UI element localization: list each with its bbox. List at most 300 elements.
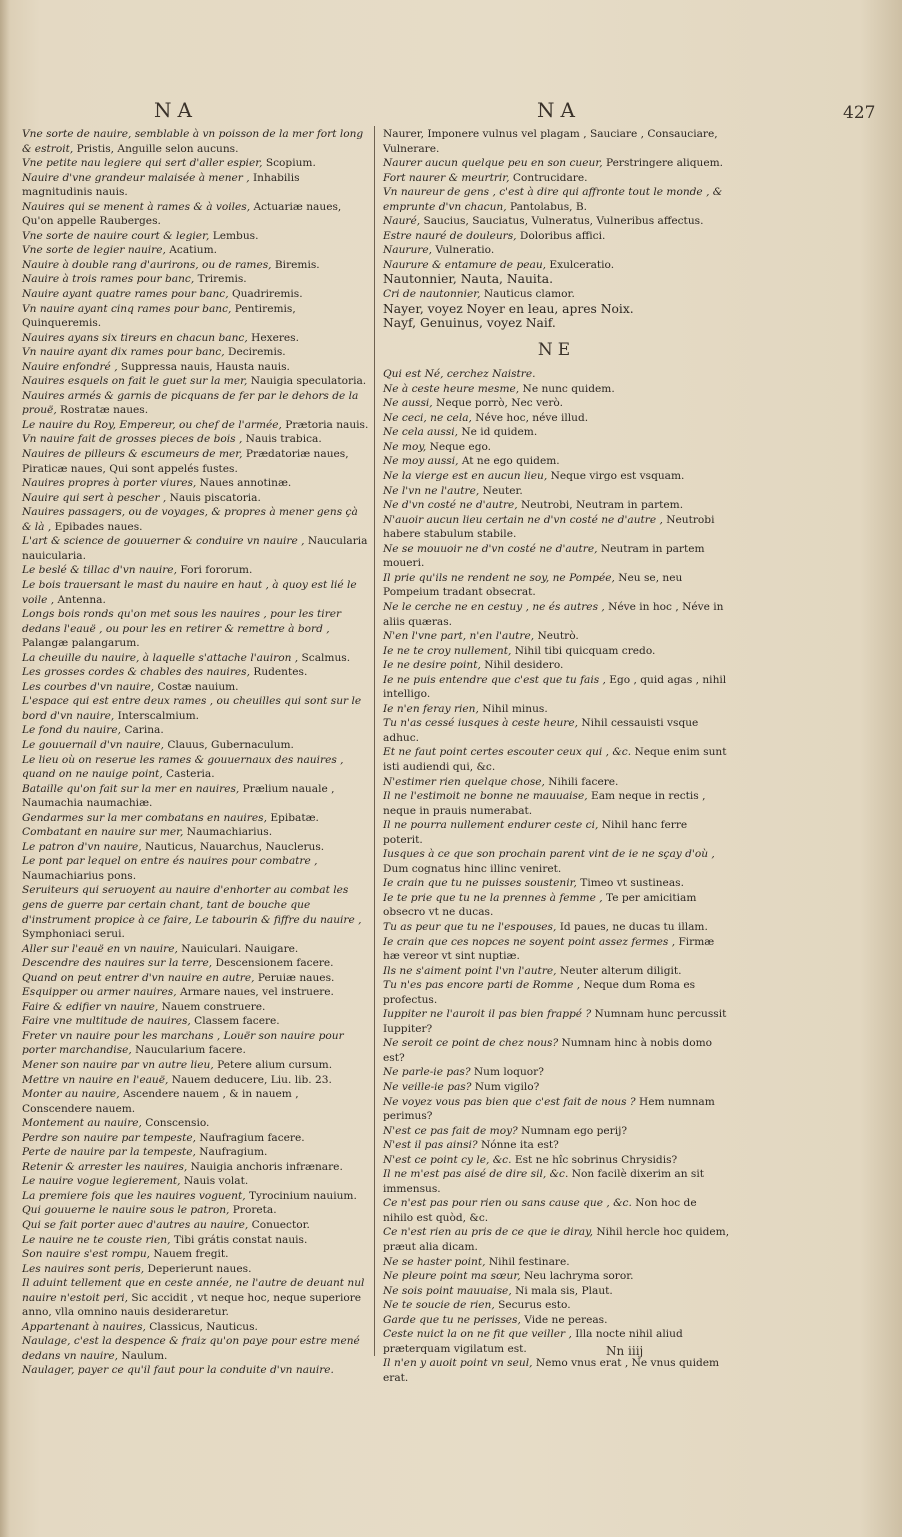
latin-equivalent: Securus esto.	[494, 1299, 571, 1312]
french-headword: Ie ne te croy nullement,	[383, 644, 512, 657]
latin-equivalent: Proreta.	[229, 1204, 277, 1217]
dictionary-entry	[383, 1196, 730, 1225]
dictionary-entry	[22, 1000, 370, 1015]
french-headword: Gendarmes sur la mer combatans en nauires,	[22, 811, 267, 824]
french-headword: Nauires qui se menent à rames & à voiles,	[22, 200, 251, 213]
french-headword: Nauires de pilleurs & escumeurs de mer,	[22, 448, 243, 461]
latin-equivalent: Nauem construere.	[158, 1000, 266, 1013]
french-headword: Ne moy,	[383, 440, 427, 453]
french-headword: Vn nauire fait de grosses pieces de bois ,	[22, 433, 243, 446]
french-headword: Ne se haster point,	[383, 1255, 486, 1268]
french-headword: Monter au nauire,	[22, 1088, 120, 1101]
dictionary-entry	[22, 505, 370, 534]
latin-equivalent: Clauus, Gubernaculum.	[164, 738, 294, 751]
latin-equivalent: Naurer, Imponere vulnus vel plagam , Sauciare , Consauciare, Vulnerare.	[383, 128, 718, 155]
french-headword: Nauires propres à porter viures,	[22, 477, 197, 490]
french-headword: Ils ne s'aiment point l'vn l'autre,	[383, 964, 557, 977]
french-headword: L'espace qui est entre deux rames , ou cheuilles qui sont sur le bord d'vn nauire,	[22, 695, 362, 722]
latin-equivalent: Num vigilo?	[471, 1081, 540, 1093]
dictionary-entry	[22, 389, 370, 418]
latin-equivalent: Nihil desidero.	[480, 659, 564, 672]
dictionary-entry	[383, 367, 730, 382]
dictionary-entry	[22, 272, 370, 287]
dictionary-entry	[383, 978, 730, 1007]
latin-equivalent: Ni mala sis, Plaut.	[511, 1284, 613, 1297]
dictionary-entry	[383, 1298, 730, 1313]
french-headword: Le nauire ne te couste rien,	[22, 1233, 171, 1246]
dictionary-entry	[22, 1145, 370, 1160]
french-headword: Montement au nauire,	[22, 1117, 142, 1130]
dictionary-entry	[22, 1029, 370, 1058]
dictionary-entry	[22, 345, 370, 360]
latin-equivalent: Saucius, Sauciatus, Vulneratus, Vulneribus affectus.	[420, 215, 704, 228]
french-headword: Ne aussi,	[383, 397, 433, 410]
dictionary-entry	[383, 1167, 730, 1196]
latin-equivalent: Néve in hoc , Néve in aliis quæras.	[383, 600, 724, 628]
latin-equivalent: Pantolabus, B.	[506, 200, 588, 213]
dictionary-entry	[383, 243, 730, 258]
latin-equivalent: Nihil minus.	[478, 702, 548, 715]
dictionary-entry	[383, 396, 730, 411]
french-headword: Les grosses cordes & chables des nauires,	[22, 666, 250, 679]
french-headword: Ne pleure point ma sœur,	[383, 1270, 521, 1283]
french-headword: Ne sois point mauuaise,	[383, 1284, 512, 1297]
dictionary-entry	[22, 1014, 370, 1029]
latin-equivalent: Scalmus.	[298, 651, 351, 664]
latin-equivalent: Neutrobi, Neutram in partem.	[517, 499, 684, 512]
french-headword: Ne l'vn ne l'autre,	[383, 484, 480, 497]
latin-equivalent: Pentiremis, Quinqueremis.	[22, 302, 296, 330]
running-head-left: NA	[154, 98, 198, 122]
latin-equivalent: Triremis.	[194, 273, 247, 286]
dictionary-entry	[383, 658, 730, 673]
french-headword: Nauires passagers, ou de voyages, & propres à mener gens çà & là ,	[22, 506, 358, 533]
french-headword: Le pont par lequel on entre és nauires pour combatre ,	[22, 855, 318, 868]
french-headword: Les nauires sont peris,	[22, 1262, 145, 1275]
french-headword: Ne voyez vous pas bien que c'est fait de nous ?	[383, 1095, 636, 1108]
dictionary-entry	[22, 723, 370, 738]
dictionary-entry	[383, 847, 730, 876]
latin-equivalent: Interscalmium.	[114, 709, 200, 722]
dictionary-entry	[22, 680, 370, 695]
french-headword: Il aduint tellement que en ceste année, ne l'autre de deuant nul nauire n'estoit peri,	[22, 1277, 365, 1304]
french-headword: Mener son nauire par vn autre lieu,	[22, 1059, 214, 1071]
latin-equivalent: Epibades naues.	[51, 520, 143, 533]
french-headword: Tu n'as cessé iusques à ceste heure,	[383, 717, 578, 730]
french-headword: Vne sorte de nauire, semblable à vn poisson de la mer fort long & estroit,	[22, 128, 364, 155]
dictionary-entry	[22, 782, 370, 811]
dictionary-entry	[22, 563, 370, 578]
dictionary-entry	[22, 1116, 370, 1131]
french-headword: Iusques à ce que son prochain parent vint de ie ne sçay d'où ,	[383, 848, 715, 861]
french-headword: Ne à ceste heure mesme,	[383, 382, 520, 395]
french-headword: Vn nauire ayant cinq rames pour banc,	[22, 302, 232, 315]
latin-equivalent: Neque dum Roma es profectus.	[383, 979, 696, 1006]
french-headword: N'est il pas ainsi?	[383, 1139, 478, 1152]
dictionary-entry	[22, 331, 370, 346]
french-headword: Qui se fait porter auec d'autres au nauire,	[22, 1219, 249, 1232]
french-headword: Freter vn nauire pour les marchans , Louër son nauire pour porter marchandise,	[22, 1029, 344, 1057]
latin-equivalent: Carina.	[120, 724, 164, 737]
dictionary-entry	[383, 600, 730, 629]
french-headword: Et ne faut point certes escouter ceux qui , &c.	[383, 746, 632, 759]
french-headword: N'est ce pas fait de moy?	[383, 1124, 518, 1137]
french-headword: Tu as peur que tu ne l'espouses,	[383, 920, 557, 933]
latin-equivalent: Firmæ hæ vereor vt sint nuptiæ.	[383, 935, 715, 963]
latin-equivalent: Numnam hinc à nobis domo est?	[383, 1037, 713, 1064]
french-headword: Quand on peut entrer d'vn nauire en autre,	[22, 971, 255, 984]
dictionary-entry	[383, 287, 730, 302]
latin-equivalent: Nauis trabica.	[242, 433, 322, 446]
french-headword: Vn naureur de gens , c'est à dire qui affronte tout le monde , & emprunte d'vn chacun,	[383, 186, 723, 213]
french-headword: Ne moy aussi,	[383, 455, 459, 468]
dictionary-entry	[22, 432, 370, 447]
latin-equivalent: Illa nocte nihil aliud præterquam vigilatum est.	[383, 1328, 683, 1355]
french-headword: Ne la vierge est en aucun lieu,	[383, 470, 548, 483]
french-headword: Nauires ayans six tireurs en chacun banc,	[22, 331, 248, 344]
french-headword: Ne te soucie de rien,	[383, 1299, 495, 1312]
dictionary-entry	[22, 1247, 370, 1262]
latin-equivalent: Costæ nauium.	[154, 680, 239, 693]
latin-equivalent: Classicus, Nauticus.	[145, 1320, 258, 1333]
latin-equivalent: Scopium.	[262, 157, 316, 170]
latin-equivalent: Néve hoc, néve illud.	[471, 411, 589, 424]
dictionary-entry	[22, 1073, 370, 1088]
latin-equivalent: Nauigia speculatoria.	[247, 375, 367, 388]
french-headword: Descendre des nauires sur la terre,	[22, 957, 213, 970]
latin-equivalent: Deperierunt naues.	[144, 1262, 252, 1275]
latin-equivalent: Lembus.	[209, 229, 259, 242]
french-headword: Il n'en y auoit point vn seul,	[383, 1357, 533, 1370]
latin-equivalent: Ne nunc quidem.	[519, 382, 615, 395]
latin-equivalent: Prædatoriæ naues, Piraticæ naues, Qui sont appelés fustes.	[22, 448, 349, 475]
french-headword: Le fond du nauire,	[22, 724, 121, 737]
dictionary-entry	[383, 702, 730, 717]
dictionary-entry	[383, 382, 730, 397]
french-headword: Nauires esquels on fait le guet sur la mer,	[22, 375, 248, 388]
dictionary-entry	[22, 374, 370, 389]
french-headword: Ie crain que ces nopces ne soyent point assez fermes ,	[383, 935, 676, 948]
french-headword: Il ne m'est pas aisé de dire sil, &c.	[383, 1168, 569, 1181]
dictionary-entry	[383, 1065, 730, 1080]
latin-equivalent: Pristis, Anguille selon aucuns.	[73, 142, 239, 155]
latin-equivalent: Nihil hercle hoc quidem, præut alia dicam.	[383, 1226, 730, 1254]
dictionary-entry	[22, 1363, 370, 1378]
latin-equivalent: Doloribus affici.	[516, 229, 606, 242]
latin-equivalent: Nauis piscatoria.	[166, 491, 261, 504]
dictionary-entry	[383, 469, 730, 484]
latin-equivalent: Nayer, voyez Noyer en leau, apres Noix.	[383, 301, 634, 316]
french-headword: Tu n'es pas encore parti de Romme ,	[383, 979, 581, 992]
french-headword: N'est ce point cy le, &c.	[383, 1153, 512, 1166]
dictionary-entry	[22, 971, 370, 986]
french-headword: Iuppiter ne l'auroit il pas bien frappé ?	[383, 1008, 592, 1021]
dictionary-entry	[22, 840, 370, 855]
dictionary-entry	[383, 156, 730, 171]
dictionary-entry	[22, 651, 370, 666]
latin-equivalent: Peruiæ naues.	[254, 971, 335, 984]
latin-equivalent: Suppressa nauis, Hausta nauis.	[117, 360, 290, 373]
french-headword: Nauire d'vne grandeur malaisée à mener ,	[22, 171, 250, 184]
dictionary-entry	[22, 1334, 370, 1363]
latin-equivalent: Neuter alterum diligit.	[556, 964, 682, 977]
latin-equivalent: Nauigia anchoris infrænare.	[187, 1160, 343, 1173]
latin-equivalent: Armare naues, vel instruere.	[176, 986, 334, 999]
section-heading-ne: NE	[537, 339, 576, 360]
dictionary-entry	[22, 1058, 370, 1073]
latin-equivalent: Neutrò.	[534, 630, 579, 643]
dictionary-entry	[22, 127, 370, 156]
french-headword: Ne seroit ce point de chez nous?	[383, 1037, 559, 1050]
dictionary-entry	[383, 229, 730, 244]
latin-equivalent: Tibi grátis constat nauis.	[170, 1233, 308, 1246]
french-headword: Le nauire vogue legierement,	[22, 1175, 181, 1188]
french-headword: Ie te prie que tu ne la prennes à femme ,	[383, 891, 603, 904]
latin-equivalent: Neu lachryma soror.	[520, 1270, 634, 1283]
latin-equivalent: Naucularia nauicularia.	[22, 535, 368, 562]
dictionary-entry	[22, 1218, 370, 1233]
dictionary-entry	[383, 484, 730, 499]
french-headword: Le bois trauersant le mast du nauire en haut , à quoy est lié le voile ,	[22, 578, 357, 606]
french-headword: Ne le cerche ne en cestuy , ne és autres ,	[383, 600, 605, 613]
latin-equivalent: Non hoc de nihilo est quòd, &c.	[383, 1197, 697, 1224]
latin-equivalent: Nauis volat.	[180, 1175, 249, 1188]
french-headword: Naulage, c'est la despence & fraiz qu'on paye pour estre mené dedans vn nauire,	[22, 1335, 360, 1362]
latin-equivalent: Nayf, Genuinus, voyez Naif.	[383, 316, 556, 331]
dictionary-entry	[22, 418, 370, 433]
dictionary-entry	[22, 171, 370, 200]
dictionary-entry	[22, 1262, 370, 1277]
dictionary-entry	[22, 883, 370, 941]
french-headword: Ne se mouuoir ne d'vn costé ne d'autre,	[383, 542, 598, 555]
dictionary-entry	[22, 607, 370, 651]
latin-equivalent: Hexeres.	[247, 331, 299, 344]
latin-equivalent: Vide ne pereas.	[520, 1313, 608, 1326]
dictionary-entry	[22, 258, 370, 273]
dictionary-entry	[383, 775, 730, 790]
french-headword: Esquipper ou armer nauires,	[22, 986, 177, 999]
latin-equivalent: Hem numnam perimus?	[383, 1095, 715, 1123]
dictionary-entry	[383, 964, 730, 979]
french-headword: La cheuille du nauire, à laquelle s'attache l'auiron ,	[22, 651, 299, 664]
dictionary-entry	[22, 476, 370, 491]
french-headword: Fort naurer & meurtrir,	[383, 171, 510, 184]
french-headword: Vn nauire ayant dix rames pour banc,	[22, 346, 225, 359]
dictionary-entry	[383, 1327, 730, 1356]
latin-equivalent: Quadriremis.	[228, 288, 303, 301]
latin-equivalent: Palangæ palangarum.	[22, 637, 140, 650]
dictionary-entry	[383, 127, 730, 156]
french-headword: Estre nauré de douleurs,	[383, 229, 517, 242]
french-headword: Longs bois ronds qu'on met sous les nauires , pour les tirer dedans l'eauë , ou pour les en retirer & remettre à bord ,	[22, 608, 342, 635]
margin-bleed-through	[0, 100, 14, 1260]
dictionary-entry	[22, 1174, 370, 1189]
dictionary-entry	[383, 1284, 730, 1299]
french-headword: N'en l'vne part, n'en l'autre,	[383, 630, 535, 643]
dictionary-entry	[22, 287, 370, 302]
dictionary-entry	[383, 542, 730, 571]
dictionary-entry	[383, 891, 730, 920]
french-headword: Retenir & arrester les nauires,	[22, 1160, 188, 1173]
latin-equivalent: Neutrobi habere stabulum stabile.	[383, 513, 715, 541]
latin-equivalent: Neque ego.	[426, 440, 492, 453]
latin-equivalent: Deciremis.	[224, 346, 286, 359]
latin-equivalent: Tyrocinium nauium.	[245, 1189, 357, 1202]
latin-equivalent: Ne id quidem.	[457, 426, 538, 439]
dictionary-entry	[22, 694, 370, 723]
french-headword: Faire vne multitude de nauires,	[22, 1015, 191, 1028]
dictionary-entry	[383, 1255, 730, 1270]
french-headword: Qui est Né, cerchez Naistre.	[383, 368, 536, 381]
latin-equivalent: Inhabilis magnitudinis nauis.	[22, 171, 300, 199]
dictionary-entry	[22, 229, 370, 244]
latin-equivalent: Symphoniaci serui.	[22, 928, 125, 941]
dictionary-entry	[383, 316, 730, 331]
french-headword: Ne d'vn costé ne d'autre,	[383, 499, 518, 512]
latin-equivalent: Dum cognatus hinc illinc veniret.	[383, 862, 562, 875]
right-column	[383, 127, 730, 1385]
dictionary-entry	[383, 1080, 730, 1095]
french-headword: Naurure,	[383, 244, 432, 257]
dictionary-entry	[22, 1276, 370, 1320]
dictionary-entry	[22, 1160, 370, 1175]
french-headword: Il ne l'estimoit ne bonne ne mauuaise,	[383, 790, 588, 803]
page-number: 427	[843, 103, 876, 123]
french-headword: Ne parle-ie pas?	[383, 1066, 471, 1079]
right-column-na-entries	[383, 127, 730, 331]
dictionary-entry	[383, 1225, 730, 1254]
dictionary-entry	[22, 665, 370, 680]
dictionary-entry	[22, 1203, 370, 1218]
latin-equivalent: Rostratæ naues.	[56, 404, 149, 417]
french-headword: Ie crain que tu ne puisses soustenir,	[383, 877, 577, 890]
dictionary-entry	[383, 258, 730, 273]
french-headword: Il ne pourra nullement endurer ceste ci,	[383, 819, 599, 832]
french-headword: Ceste nuict la on ne fit que veiller ,	[383, 1328, 572, 1341]
dictionary-entry	[383, 1153, 730, 1168]
latin-equivalent: Naumachiarius pons.	[22, 869, 137, 882]
dictionary-entry	[383, 272, 730, 287]
latin-equivalent: Numnam ego perij?	[517, 1124, 628, 1137]
latin-equivalent: Nihil tibi quicquam credo.	[511, 644, 656, 657]
french-headword: Faire & edifier vn nauire,	[22, 1000, 159, 1013]
dictionary-entry	[383, 425, 730, 440]
french-headword: Nauires armés & garnis de picquans de fer par le dehors de la prouë,	[22, 389, 359, 417]
right-column-ne-entries	[383, 367, 730, 1385]
dictionary-entry	[22, 738, 370, 753]
french-headword: Nauire à trois rames pour banc,	[22, 273, 195, 286]
dictionary-entry	[383, 818, 730, 847]
latin-equivalent: Ego , quid agas , nihil intelligo.	[383, 673, 727, 701]
latin-equivalent: Epibatæ.	[266, 811, 319, 824]
dictionary-entry	[383, 498, 730, 513]
latin-equivalent: Naumachiarius.	[183, 826, 273, 839]
latin-equivalent: Neque porrò, Nec verò.	[432, 397, 563, 410]
french-headword: Les courbes d'vn nauire,	[22, 680, 155, 693]
latin-equivalent: Nauticus, Nauarchus, Nauclerus.	[141, 840, 325, 853]
latin-equivalent: Naucularium facere.	[131, 1044, 246, 1057]
dictionary-entry	[22, 360, 370, 375]
dictionary-entry	[22, 825, 370, 840]
dictionary-entry	[22, 942, 370, 957]
french-headword: N'auoir aucun lieu certain ne d'vn costé ne d'autre ,	[383, 513, 663, 526]
dictionary-entry	[22, 854, 370, 883]
french-headword: Nauire enfondré ,	[22, 360, 118, 373]
french-headword: Perte de nauire par la tempeste,	[22, 1146, 196, 1159]
french-headword: Mettre vn nauire en l'eauë,	[22, 1073, 169, 1086]
dictionary-entry	[383, 214, 730, 229]
dictionary-entry	[383, 920, 730, 935]
latin-equivalent: Nauiculari. Nauigare.	[177, 942, 299, 955]
french-headword: Bataille qu'on fait sur la mer en nauires,	[22, 782, 240, 795]
latin-equivalent: Naufragium facere.	[196, 1131, 305, 1144]
dictionary-entry	[383, 411, 730, 426]
latin-equivalent: Naues annotinæ.	[196, 477, 292, 490]
french-headword: Ce n'est rien au pris de ce que ie diray,	[383, 1226, 594, 1239]
french-headword: Vne sorte de legier nauire,	[22, 244, 166, 257]
french-headword: Ne cela aussi,	[383, 426, 458, 439]
latin-equivalent: Nihil festinare.	[485, 1255, 570, 1268]
latin-equivalent: Conuector.	[248, 1219, 310, 1232]
dictionary-entry	[22, 956, 370, 971]
dictionary-entry	[383, 1124, 730, 1139]
latin-equivalent: Biremis.	[271, 258, 320, 271]
french-headword: Ne ceci, ne cela,	[383, 411, 472, 424]
french-headword: Le nauire du Roy, Empereur, ou chef de l'armée,	[22, 418, 282, 431]
latin-equivalent: Nauticus clamor.	[480, 288, 575, 301]
latin-equivalent: Naufragium.	[195, 1146, 268, 1159]
latin-equivalent: Nautonnier, Nauta, Nauita.	[383, 272, 553, 287]
dictionary-entry	[383, 1138, 730, 1153]
latin-equivalent: Fori fororum.	[176, 564, 253, 577]
french-headword: La premiere fois que les nauires voguent,	[22, 1189, 246, 1202]
french-headword: L'art & science de gouuerner & conduire vn nauire ,	[22, 535, 305, 548]
latin-equivalent: Nónne ita est?	[477, 1139, 559, 1152]
french-headword: Naurure & entamure de peau,	[383, 258, 547, 271]
latin-equivalent: Antenna.	[54, 593, 106, 606]
latin-equivalent: Nauem deducere, Liu. lib. 23.	[168, 1073, 332, 1086]
latin-equivalent: Rudentes.	[249, 666, 308, 679]
french-headword: Nauire à double rang d'aurirons, ou de rames,	[22, 258, 272, 271]
dictionary-entry	[383, 1313, 730, 1328]
dictionary-entry	[383, 571, 730, 600]
french-headword: Nauire qui sert à pescher ,	[22, 491, 167, 504]
french-headword: Qui gouuerne le nauire sous le patron,	[22, 1204, 230, 1217]
dictionary-entry	[383, 302, 730, 317]
french-headword: N'estimer rien quelque chose,	[383, 775, 545, 788]
french-headword: Ne veille-ie pas?	[383, 1081, 472, 1093]
dictionary-entry	[383, 1356, 730, 1385]
dictionary-entry	[383, 935, 730, 964]
latin-equivalent: Prætoria nauis.	[281, 418, 369, 431]
latin-equivalent: Classem facere.	[190, 1015, 280, 1028]
dictionary-entry	[383, 716, 730, 745]
dictionary-entry	[383, 1036, 730, 1065]
french-headword: Ie n'en feray rien,	[383, 702, 479, 715]
column-divider	[374, 126, 375, 1356]
french-headword: Ce n'est pas pour rien ou sans cause que , &c.	[383, 1197, 632, 1210]
latin-equivalent: Neutram in partem moueri.	[383, 542, 705, 570]
dictionary-entry	[383, 644, 730, 659]
dictionary-entry	[22, 1189, 370, 1204]
latin-equivalent: Neu se, neu Pompeium tradant obsecrat.	[383, 571, 683, 599]
latin-equivalent: Nihil hanc ferre poterit.	[383, 819, 688, 846]
french-headword: Il prie qu'ils ne rendent ne soy, ne Pompée,	[383, 571, 615, 584]
dictionary-entry	[383, 876, 730, 891]
dictionary-entry	[22, 156, 370, 171]
dictionary-entry	[22, 1131, 370, 1146]
latin-equivalent: Eam neque in rectis , neque in prauis numerabat.	[383, 790, 706, 817]
